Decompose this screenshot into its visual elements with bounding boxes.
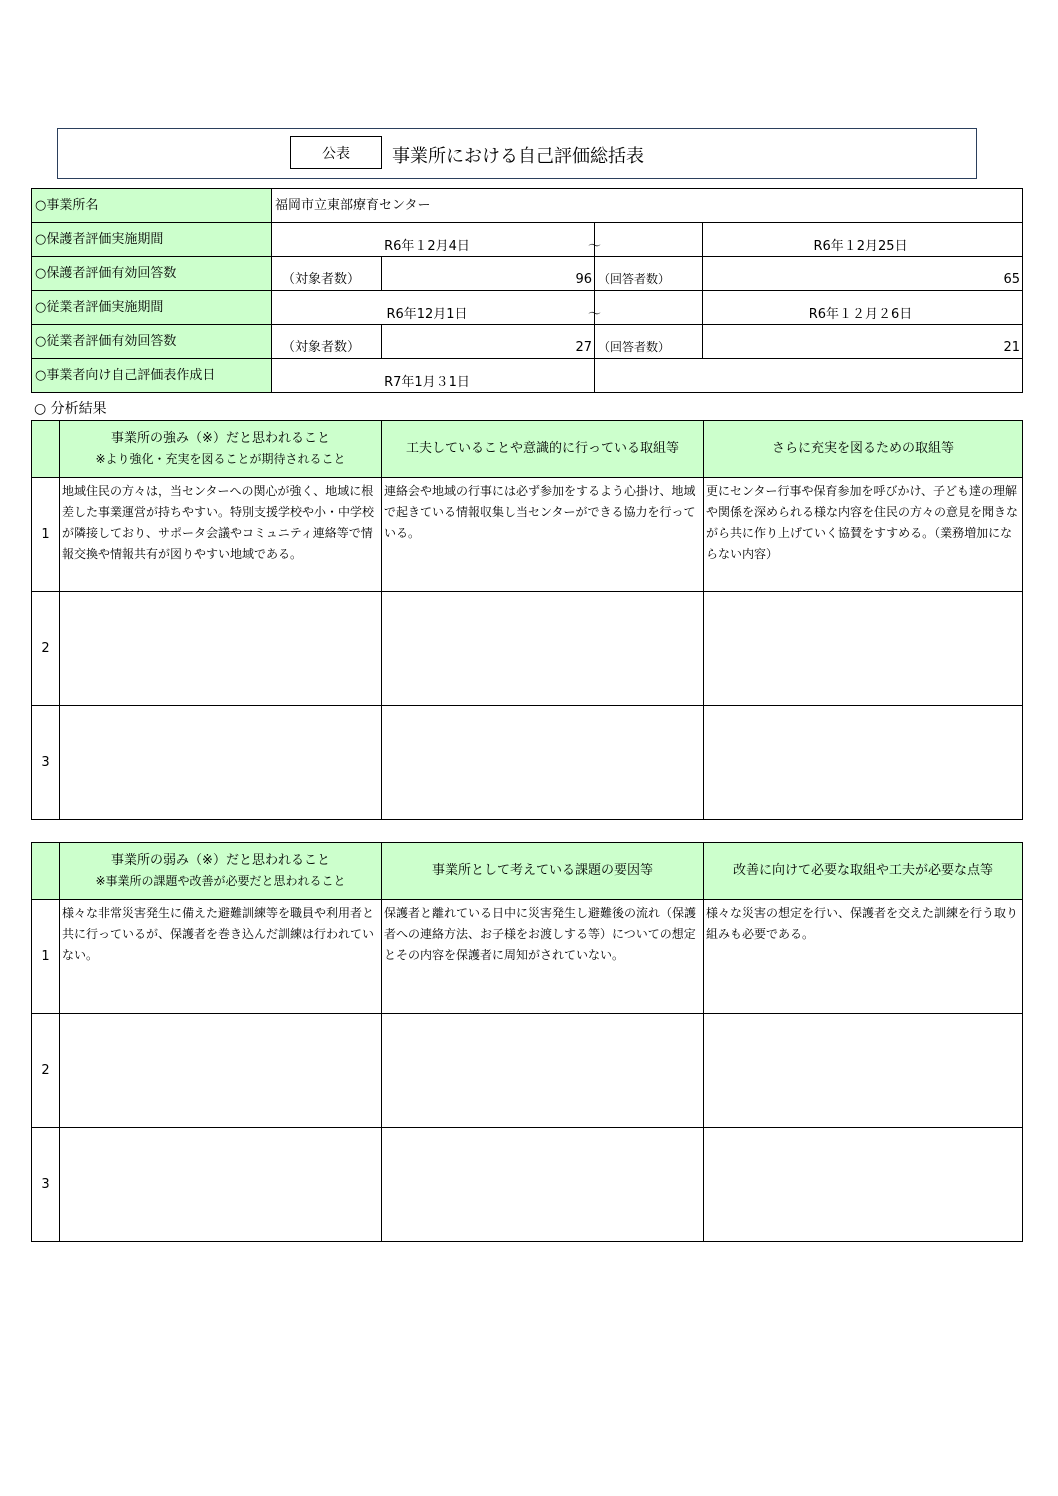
improvement-cell (704, 1128, 1023, 1242)
guardian-answer-label: （回答者数） (595, 257, 703, 291)
table-row (32, 478, 1023, 592)
section-title: ○ 分析結果 (34, 401, 107, 417)
effort-cell: 連絡会や地域の行事には必ず参加をするよう心掛け、地域で起きている情報収集し当センターができる協力を行っている。 (382, 478, 704, 592)
document-title: 事業所における自己評価総括表 (392, 146, 644, 167)
guardian-period-sep: ～ (595, 223, 703, 257)
staff-period-sep: ～ (595, 291, 703, 325)
guardian-period-start: R6年１2月4日 (272, 223, 595, 257)
guardian-period-end: R6年１2月25日 (703, 223, 1023, 257)
row-number: 3 (32, 1128, 60, 1242)
staff-response-label: ○従業者評価有効回答数 (32, 325, 272, 359)
improvement-cell (704, 1014, 1023, 1128)
enhancement-cell (704, 592, 1023, 706)
guardian-response-label: ○保護者評価有効回答数 (32, 257, 272, 291)
info-table (31, 188, 1023, 393)
created-label: ○事業者向け自己評価表作成日 (32, 359, 272, 393)
public-badge: 公表 (290, 136, 382, 169)
table-row (32, 706, 1023, 820)
row-number: 1 (32, 900, 60, 1014)
staff-target-value: 27 (382, 325, 595, 359)
weaknesses-table (31, 842, 1023, 1242)
table-row (32, 592, 1023, 706)
cause-cell: 保護者と離れている日中に災害発生し避難後の流れ（保護者への連絡方法、お子様をお渡しする等）についての想定とその内容を保護者に周知がされていない。 (382, 900, 704, 1014)
weaknesses-header (32, 843, 1023, 900)
strengths-table (31, 420, 1023, 820)
guardian-response-row (32, 257, 1023, 291)
header-blank (32, 843, 60, 900)
header-blank (32, 421, 60, 478)
row-number: 2 (32, 1014, 60, 1128)
weaknesses-col1-header: 事業所の弱み（※）だと思われること ※事業所の課題や改善が必要だと思われること (60, 843, 382, 900)
row-number: 3 (32, 706, 60, 820)
cause-cell (382, 1014, 704, 1128)
table-row (32, 1014, 1023, 1128)
staff-period-end: R6年１２月２6日 (703, 291, 1023, 325)
enhancement-cell (704, 706, 1023, 820)
guardian-answer-value: 65 (703, 257, 1023, 291)
strength-cell (60, 706, 382, 820)
guardian-period-row (32, 223, 1023, 257)
guardian-period-label: ○保護者評価実施期間 (32, 223, 272, 257)
weakness-cell: 様々な非常災害発生に備えた避難訓練等を職員や利用者と共に行っているが、保護者を巻き込んだ訓練は行われていない。 (60, 900, 382, 1014)
created-value: R7年1月３1日 (272, 359, 595, 393)
staff-response-row (32, 325, 1023, 359)
strength-cell (60, 592, 382, 706)
improvement-cell: 様々な災害の想定を行い、保護者を交えた訓練を行う取り組みも必要である。 (704, 900, 1023, 1014)
strength-cell: 地域住民の方々は，当センターへの関心が強く、地域に根差した事業運営が持ちやすい。特別支援学校や小・中学校が隣接しており、サポータ会議やコミュニティ連絡等で情報交換や情報共有が図りやすい地域である。 (60, 478, 382, 592)
staff-period-label: ○従業者評価実施期間 (32, 291, 272, 325)
office-label: ○事業所名 (32, 189, 272, 223)
effort-cell (382, 706, 704, 820)
strengths-col3-header: さらに充実を図るための取組等 (704, 421, 1023, 478)
staff-period-row (32, 291, 1023, 325)
strengths-col1-header: 事業所の強み（※）だと思われること ※より強化・充実を図ることが期待されること (60, 421, 382, 478)
table-row (32, 1128, 1023, 1242)
row-number: 2 (32, 592, 60, 706)
staff-answer-value: 21 (703, 325, 1023, 359)
weakness-cell (60, 1014, 382, 1128)
created-row (32, 359, 1023, 393)
weakness-cell (60, 1128, 382, 1242)
staff-answer-label: （回答者数） (595, 325, 703, 359)
staff-target-label: （対象者数） (272, 325, 382, 359)
row-number: 1 (32, 478, 60, 592)
enhancement-cell: 更にセンター行事や保育参加を呼びかけ、子ども達の理解や関係を深められる様な内容を住民の方々の意見を聞きながら共に作り上げていく協賛をすすめる。（業務増加にならない内容） (704, 478, 1023, 592)
weaknesses-col2-header: 事業所として考えている課題の要因等 (382, 843, 704, 900)
weaknesses-col3-header: 改善に向けて必要な取組や工夫が必要な点等 (704, 843, 1023, 900)
strengths-header (32, 421, 1023, 478)
office-row (32, 189, 1023, 223)
table-row (32, 900, 1023, 1014)
guardian-target-value: 96 (382, 257, 595, 291)
staff-period-start: R6年12月1日 (272, 291, 595, 325)
strengths-col2-header: 工夫していることや意識的に行っている取組等 (382, 421, 704, 478)
office-value: 福岡市立東部療育センター (272, 189, 1023, 223)
guardian-target-label: （対象者数） (272, 257, 382, 291)
cause-cell (382, 1128, 704, 1242)
effort-cell (382, 592, 704, 706)
